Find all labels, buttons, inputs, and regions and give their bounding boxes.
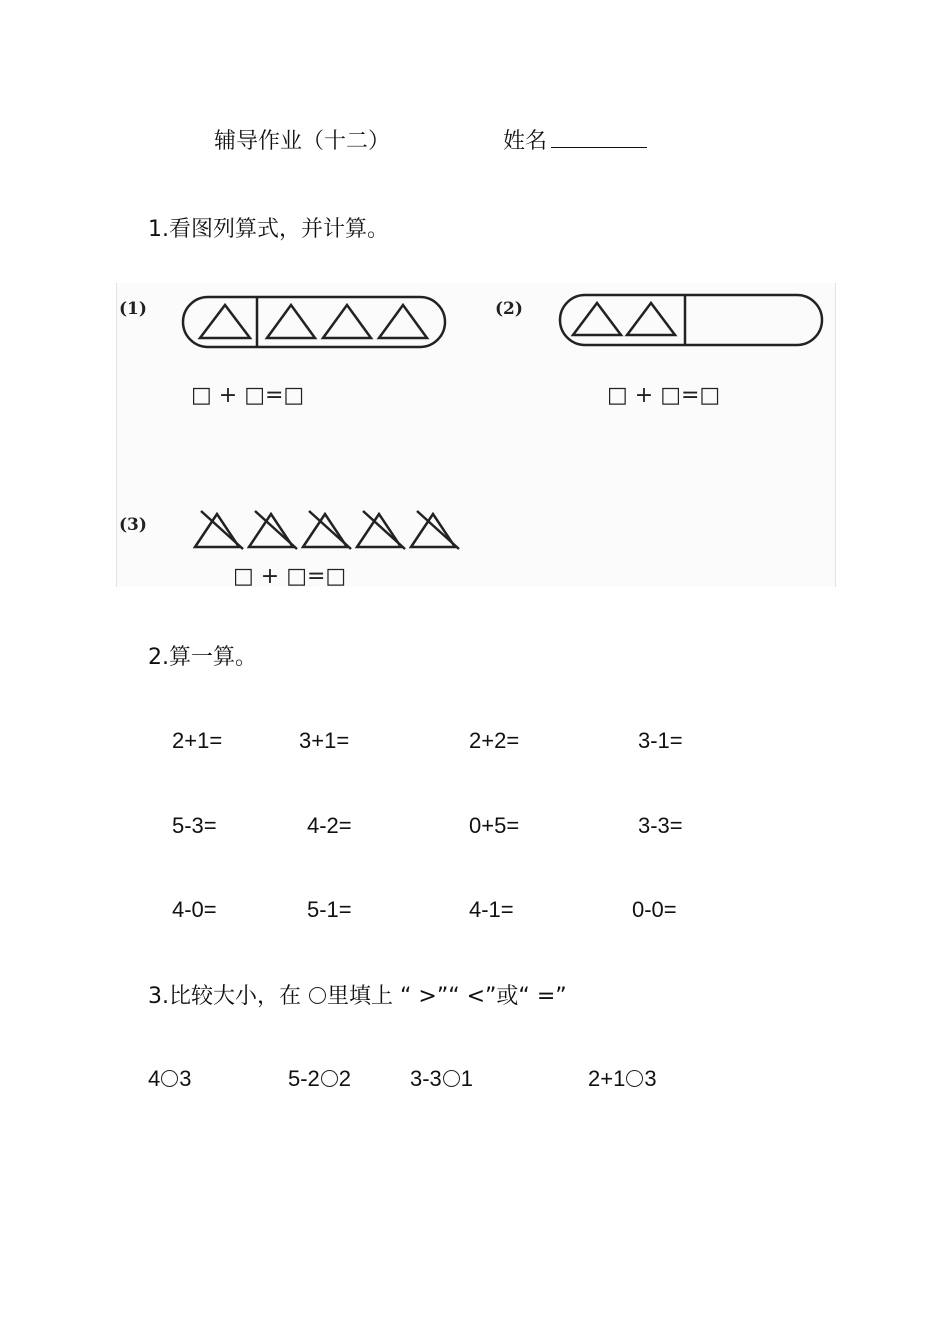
q2-problem: 4-0= — [172, 897, 217, 922]
crossed-triangle-icon — [303, 514, 347, 547]
q1-equation-2: □ + □=□ — [607, 383, 721, 408]
crossed-triangle-icon — [357, 514, 401, 547]
pill-2 — [560, 295, 822, 345]
compare-left: 2+1 — [588, 1066, 626, 1091]
q3-compare-item — [588, 1066, 657, 1092]
triangle-icon — [379, 305, 427, 338]
name-blank[interactable] — [551, 129, 647, 148]
q1-figure — [116, 283, 836, 587]
triangle-icon — [573, 303, 621, 335]
q3-heading-pre: 3.比较大小，在 — [148, 984, 301, 1009]
q3-heading-post: 里填上 “ >”“ <”或“ =” — [327, 984, 567, 1009]
q2-problem: 0+5= — [469, 813, 520, 838]
q2-problem: 4-2= — [307, 813, 352, 838]
q2-problem: 0-0= — [632, 897, 677, 922]
q3-compare-item — [288, 1066, 351, 1092]
compare-right: 3 — [644, 1066, 657, 1091]
name-label: 姓名 — [503, 129, 548, 154]
compare-circle-input[interactable] — [321, 1070, 338, 1087]
name-field — [503, 124, 647, 155]
compare-right: 3 — [179, 1066, 192, 1091]
q1-label-2: (2) — [495, 299, 523, 319]
compare-right: 1 — [460, 1066, 474, 1091]
q2-heading: 2.算一算。 — [148, 645, 257, 670]
q1-label-3: (3) — [119, 515, 147, 535]
compare-left: 3-3 — [410, 1066, 442, 1091]
q2-problem: 3-1= — [638, 728, 683, 753]
pill-1 — [183, 297, 445, 347]
compare-right: 2 — [338, 1066, 352, 1091]
compare-circle-input[interactable] — [161, 1070, 178, 1087]
triangle-icon — [323, 305, 371, 338]
q2-problem: 3-3= — [638, 813, 683, 838]
q3-compare-item — [410, 1066, 473, 1092]
triangle-icon — [200, 305, 250, 338]
q2-problem: 2+2= — [469, 728, 520, 753]
q2-problem: 2+1= — [172, 728, 223, 753]
q1-label-1: (1) — [119, 299, 147, 319]
q2-problem: 5-3= — [172, 813, 217, 838]
q3-compare-item — [148, 1066, 192, 1092]
q1-figure-drawing — [117, 283, 835, 587]
compare-circle-input[interactable] — [626, 1070, 643, 1087]
q1-equation-3: □ + □=□ — [233, 564, 347, 587]
q2-problem: 4-1= — [469, 897, 514, 922]
circle-icon — [309, 987, 326, 1004]
q3-heading — [148, 979, 567, 1010]
q2-problem: 3+1= — [299, 728, 350, 753]
q1-equation-1: □ + □=□ — [191, 383, 305, 408]
crossed-triangle-icon — [411, 514, 455, 547]
worksheet-title: 辅导作业（十二） — [214, 129, 391, 154]
crossed-triangle-icon — [249, 514, 293, 547]
q2-problem: 5-1= — [307, 897, 352, 922]
triangle-icon — [267, 305, 315, 338]
compare-left: 5-2 — [288, 1066, 320, 1091]
q1-heading: 1.看图列算式，并计算。 — [148, 217, 389, 242]
triangle-icon — [627, 303, 675, 335]
compare-circle-input[interactable] — [443, 1070, 460, 1087]
compare-left: 4 — [148, 1066, 161, 1091]
crossed-triangle-icon — [195, 514, 239, 547]
